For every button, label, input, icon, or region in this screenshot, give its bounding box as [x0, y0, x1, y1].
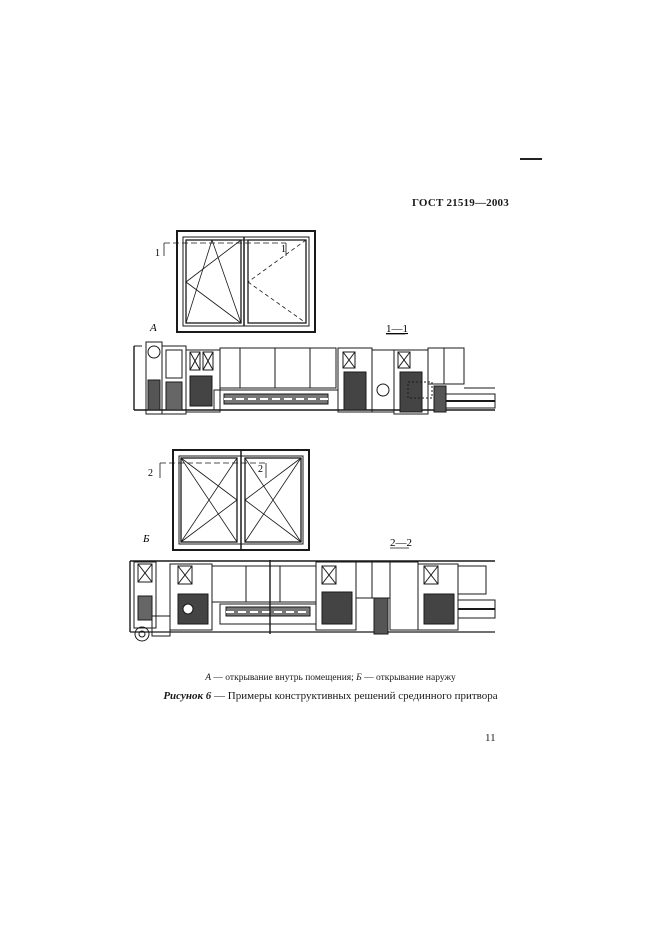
section-1-1-label: 1—1	[386, 323, 408, 335]
cut-mark-b-left: 2	[148, 468, 153, 479]
figure-label: Рисунок 6	[163, 690, 212, 702]
figure-legend	[0, 673, 661, 683]
window-elevation-a	[164, 231, 315, 332]
legend-a-letter: А	[205, 673, 212, 683]
cut-mark-a-right: 1	[281, 244, 286, 255]
figure-title: — Примеры конструктивных решений срединного притвора	[211, 690, 498, 702]
legend-b-letter: Б	[356, 673, 362, 683]
standard-header: ГОСТ 21519—2003	[412, 197, 509, 209]
variant-a-letter: А	[150, 322, 157, 334]
section-1-1-drawing	[134, 342, 495, 414]
cut-mark-b-right: 2	[258, 464, 263, 475]
cut-mark-a-left: 1	[155, 248, 160, 259]
figure-caption	[0, 690, 661, 702]
section-2-2-label: 2—2	[390, 537, 412, 549]
page-number: 11	[485, 732, 496, 744]
variant-b-letter: Б	[143, 533, 150, 545]
legend-b-text: — открывание наружу	[361, 673, 456, 683]
legend-a-text: — открывание внутрь помещения;	[211, 673, 357, 683]
section-2-2-drawing	[130, 560, 495, 641]
window-elevation-b	[160, 450, 309, 550]
